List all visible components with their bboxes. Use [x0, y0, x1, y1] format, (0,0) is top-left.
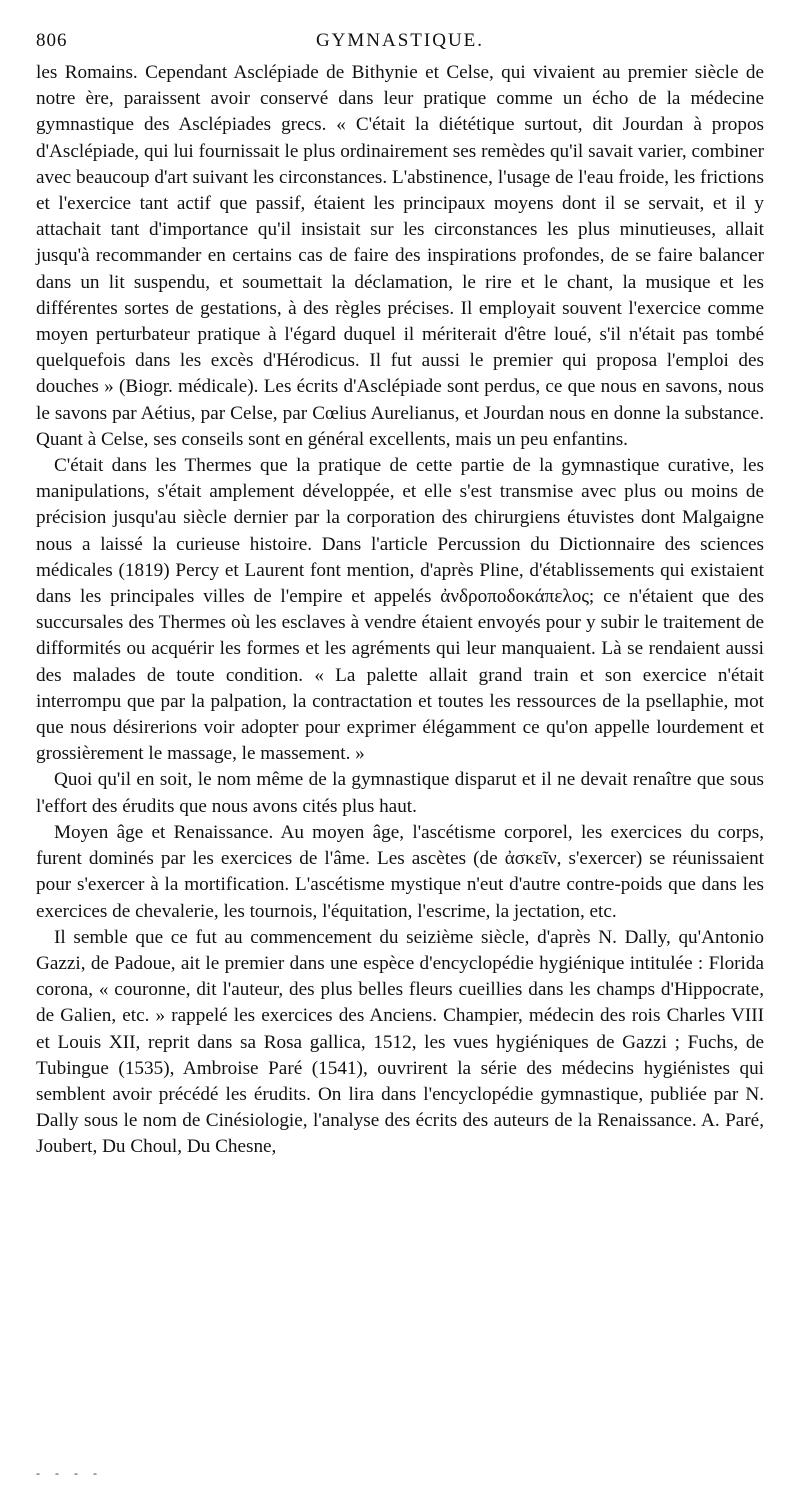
footer-marks: - - - -: [36, 1466, 103, 1480]
running-title: GYMNASTIQUE.: [315, 30, 485, 51]
body-text: [36, 60, 764, 1161]
paragraph-asclepiade: les Romains. Cependant Asclépiade de Bithynie et Celse, qui vivaient au premier siècle de notre ère, paraissent avoir conservé dans leur pratique comme un écho de la médecine gymnastique des Asclépiades grecs. « C'était la diététique surtout, dit Jourdan à propos d'Asclépiade, qui lui fournissait le plus ordinairement ses remèdes qu'il savait varier, combiner avec beaucoup d'art suivant les circonstances. L'abstinence, l'usage de l'eau froide, les frictions et l'exercice tant actif que passif, étaient les principaux moyens dont il se servait, et il y attachait tant d'importance qu'il insistait sur les circonstances les plus minutieuses, allait jusqu'à recommander en certains cas de faire des inspirations profondes, de se faire balancer dans un lit suspendu, et soumettait la déclamation, le rire et le chant, la musique et les différentes sortes de gestations, à des règles précises. Il employait souvent l'exercice comme moyen perturbateur pratique à l'égard duquel il mériterait d'être loué, s'il n'était pas tombé quelquefois dans les excès d'Hérodicus. Il fut aussi le premier qui proposa l'emploi des douches » (Biogr. médicale). Les écrits d'Asclépiade sont perdus, ce que nous en savons, nous le savons par Aétius, par Celse, par Cœlius Aurelianus, et Jourdan nous en donne la substance. Quant à Celse, ses conseils sont en général excellents, mais un peu enfantins.: [36, 62, 764, 450]
paragraph-moyen-age: Moyen âge et Renaissance. Au moyen âge, l'ascétisme corporel, les exercices du corps, furent dominés par les exercices de l'âme. Les ascètes (de ἀσκεῖν, s'exercer) se réunissaient pour s'exercer à la mortification. L'ascétisme mystique n'eut d'autre contre-poids que dans les exercices de chevalerie, les tournois, l'équitation, l'escrime, la jectation, etc.: [36, 821, 764, 922]
page-number: 806: [36, 30, 68, 51]
book-page: [36, 30, 764, 1161]
paragraph-thermes: C'était dans les Thermes que la pratique de cette partie de la gymnastique curative, les manipulations, s'était amplement développée, et elle s'est transmise avec plus ou moins de précision jusqu'au siècle dernier par la corporation des chirurgiens étuvistes dont Malgaigne nous a laissé la curieuse histoire. Dans l'article Percussion du Dictionnaire des sciences médicales (1819) Percy et Laurent font mention, d'après Pline, d'établissements qui existaient dans les principales villes de l'empire et appelés ἀνδροποδοκάπελος; ce n'étaient que des succursales des Thermes où les esclaves à vendre étaient envoyés pour y subir le traitement de difformités ou acquérir les formes et les agréments qui leur manquaient. Là se rendaient aussi des malades de toute condition. « La palette allait grand train et son exercice n'était interrompu que par la palpation, la contractation et toutes les ressources de la psellaphie, mot que nous désirerions voir adopter pour exprimer élégamment ce qu'on appelle lourdement et grossièrement le massage, le massement. »: [36, 455, 764, 765]
paragraph-renaissance: Il semble que ce fut au commencement du seizième siècle, d'après N. Dally, qu'Antonio Gazzi, de Padoue, ait le premier dans une espèce d'encyclopédie hygiénique intitulée : Florida corona, « couronne, dit l'auteur, des plus belles fleurs cueillies dans les champs d'Hippocrate, de Galien, etc. » rappelé les exercices des Anciens. Champier, médecin des rois Charles VIII et Louis XII, reprit dans sa Rosa gallica, 1512, les vues hygiéniques de Gazzi ; Fuchs, de Tubingue (1535), Ambroise Paré (1541), ouvrirent la série des médecins hygiénistes qui semblent avoir précédé les érudits. On lira dans l'encyclopédie gymnastique, publiée par N. Dally sous le nom de Cinésiologie, l'analyse des écrits des auteurs de la Renaissance. A. Paré, Joubert, Du Choul, Du Chesne,: [36, 926, 764, 1158]
running-head: [36, 30, 764, 60]
paragraph-disparition: Quoi qu'il en soit, le nom même de la gymnastique disparut et il ne devait renaître que sous l'effort des érudits que nous avons cités plus haut.: [36, 769, 764, 817]
